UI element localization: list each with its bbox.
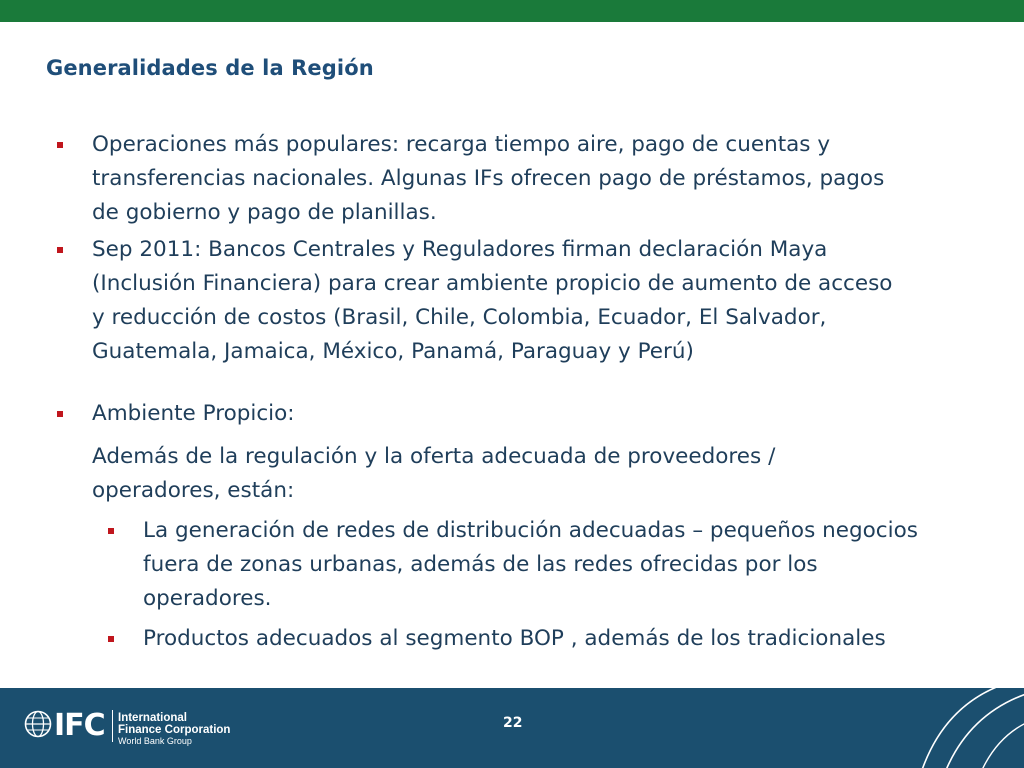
bullet-3-continuation-2: operadores, están: <box>92 478 295 503</box>
bullet-2-line-2: (Inclusión Financiera) para crear ambiente propicio de aumento de acceso <box>92 271 893 296</box>
sub-bullet-1-line-3: operadores. <box>143 586 272 611</box>
bullet-icon <box>57 247 63 253</box>
logo-name <box>118 712 230 747</box>
sub-bullet-icon <box>108 636 114 642</box>
bullet-2-line-1: Sep 2011: Bancos Centrales y Reguladores firman declaración Maya <box>92 237 828 262</box>
sub-bullet-2-line-1: Productos adecuados al segmento BOP , además de los tradicionales <box>143 626 886 651</box>
logo-abbr: IFC <box>54 708 105 743</box>
logo-name-line-3: World Bank Group <box>118 736 192 746</box>
bullet-3-continuation-1: Además de la regulación y la oferta adecuada de proveedores / <box>92 444 776 469</box>
bullet-1-line-3: de gobierno y pago de planillas. <box>92 200 437 225</box>
bullet-icon <box>57 411 63 417</box>
sub-bullet-1-line-1: La generación de redes de distribución adecuadas – pequeños negocios <box>143 518 918 543</box>
bullet-1-line-2: transferencias nacionales. Algunas IFs ofrecen pago de préstamos, pagos <box>92 166 885 191</box>
globe-icon <box>24 710 52 738</box>
bullet-2-line-3: y reducción de costos (Brasil, Chile, Colombia, Ecuador, El Salvador, <box>92 305 827 330</box>
slide-title: Generalidades de la Región <box>46 56 374 80</box>
slide-footer <box>0 688 1024 768</box>
decorative-curves <box>904 688 1024 768</box>
sub-bullet-icon <box>108 528 114 534</box>
bullet-icon <box>57 142 63 148</box>
top-accent-bar <box>0 0 1024 22</box>
logo-name-line-2: Finance Corporation <box>118 724 231 736</box>
sub-bullet-1-line-2: fuera de zonas urbanas, además de las redes ofrecidas por los <box>143 552 818 577</box>
logo-name-line-1: International <box>118 712 188 724</box>
bullet-3-line-1: Ambiente Propicio: <box>92 401 295 426</box>
page-number: 22 <box>503 715 523 731</box>
logo-divider <box>112 710 113 742</box>
bullet-2-line-4: Guatemala, Jamaica, México, Panamá, Paraguay y Perú) <box>92 339 694 364</box>
bullet-1-line-1: Operaciones más populares: recarga tiempo aire, pago de cuentas y <box>92 132 831 157</box>
